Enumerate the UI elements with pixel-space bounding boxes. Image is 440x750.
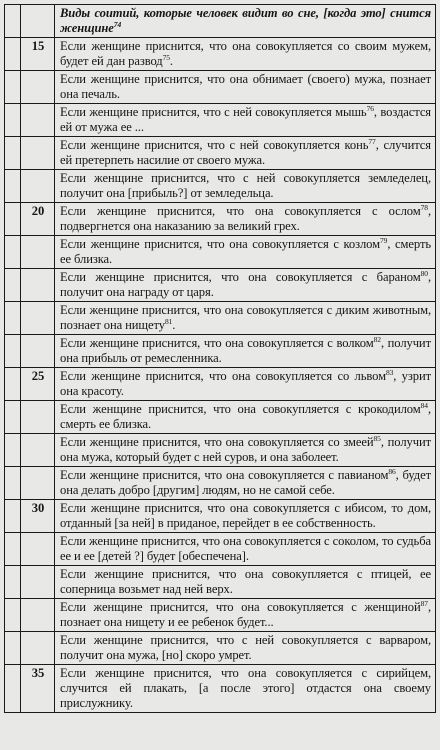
- row-number-cell: [21, 566, 55, 599]
- row-text-cell: [55, 533, 436, 566]
- row-text: , случится ей претерпеть насилие от своего мужа.: [60, 138, 431, 167]
- row-number-cell: 35: [21, 665, 55, 713]
- row-text: Если женщине приснится, что с ней совокупляется с варваром, получит она мужа, [но] скоро умрет.: [60, 633, 431, 662]
- margin-cell: [5, 632, 21, 665]
- margin-cell: [5, 137, 21, 170]
- row-text: , смерть ее близка.: [60, 402, 431, 431]
- table-row: [5, 566, 436, 599]
- header-cell: [55, 5, 436, 38]
- table-row: [5, 401, 436, 434]
- margin-cell: [5, 533, 21, 566]
- row-number-cell: [21, 302, 55, 335]
- row-text-cell: [55, 665, 436, 713]
- row-number-cell: [21, 467, 55, 500]
- row-text: .: [169, 54, 173, 68]
- table-row: [5, 335, 436, 368]
- row-text: Если женщине приснится, что с ней совокупляется земледелец, получит она [прибыль?] от земледельца.: [60, 171, 431, 200]
- margin-cell: [5, 236, 21, 269]
- row-number-cell: 20: [21, 203, 55, 236]
- margin-cell: [5, 5, 21, 38]
- row-text-cell: [55, 467, 436, 500]
- table-row: [5, 104, 436, 137]
- row-number-cell: [21, 71, 55, 104]
- margin-cell: [5, 599, 21, 632]
- table-row: [5, 434, 436, 467]
- footnote-mark: 75: [162, 52, 170, 62]
- row-text: Если женщине приснится, что с ней совокупляется конь: [60, 138, 369, 152]
- row-number-cell: [21, 335, 55, 368]
- row-text: Если женщине приснится, что она совокупляется со львом: [60, 369, 386, 383]
- row-number-cell: [21, 599, 55, 632]
- row-text-cell: [55, 236, 436, 269]
- row-text: , узрит она красоту.: [60, 369, 431, 398]
- row-number-cell: 30: [21, 500, 55, 533]
- footnote-mark: 77: [368, 136, 376, 146]
- row-text: Если женщине приснится, что она совокупляется со змеей: [60, 435, 374, 449]
- margin-cell: [5, 104, 21, 137]
- footnote-mark: 84: [420, 400, 428, 410]
- row-text: Если женщине приснится, что с ней совокупляется мышь: [60, 105, 367, 119]
- row-number-cell: [21, 236, 55, 269]
- margin-cell: [5, 368, 21, 401]
- footnote-mark: 80: [420, 268, 428, 278]
- footnote-mark: 82: [373, 334, 381, 344]
- footnote-mark: 85: [373, 433, 381, 443]
- row-text: Если женщине приснится, что она совокупляется с диким животным, познает она нищету: [60, 303, 431, 332]
- table-row: [5, 38, 436, 71]
- row-number-cell: [21, 434, 55, 467]
- margin-cell: [5, 467, 21, 500]
- footnote-mark: 79: [380, 235, 388, 245]
- row-text-cell: [55, 566, 436, 599]
- row-number-cell: 25: [21, 368, 55, 401]
- row-number-cell: [21, 170, 55, 203]
- row-number-cell: [21, 137, 55, 170]
- table-row: [5, 467, 436, 500]
- table-row: [5, 500, 436, 533]
- row-number-cell: [21, 5, 55, 38]
- row-text: Если женщине приснится, что она совокупляется со своим мужем, будет ей дан развод: [60, 39, 431, 68]
- row-text-cell: [55, 104, 436, 137]
- row-text: Если женщине приснится, что она совокупляется с волком: [60, 336, 374, 350]
- row-number-cell: [21, 632, 55, 665]
- table-row: [5, 137, 436, 170]
- row-text: .: [172, 318, 176, 332]
- table-row: [5, 533, 436, 566]
- row-text: , получит она мужа, который будет с ней суров, и она заболеет.: [60, 435, 431, 464]
- row-text: Если женщине приснится, что она совокупляется с сирийцем, случится ей плакать, [а после этого] отдастся она своему прислужнику.: [60, 666, 431, 710]
- row-text: Если женщине приснится, что она совокупляется с соколом, то судьба ее и ее [детей ?] будет [обеспечена].: [60, 534, 431, 563]
- row-text: , подвергнется она наказанию за великий грех.: [60, 204, 431, 233]
- margin-cell: [5, 434, 21, 467]
- margin-cell: [5, 71, 21, 104]
- row-text-cell: [55, 71, 436, 104]
- header-text: Виды соитий, которые человек видит во сне, [когда это] снится женщине: [60, 6, 431, 35]
- margin-cell: [5, 269, 21, 302]
- row-text-cell: [55, 401, 436, 434]
- table-row: [5, 632, 436, 665]
- row-text-cell: [55, 203, 436, 236]
- row-text-cell: [55, 137, 436, 170]
- margin-cell: [5, 170, 21, 203]
- row-text: Если женщине приснится, что она обнимает (своего) мужа, познает она печаль.: [60, 72, 431, 101]
- table-row: [5, 236, 436, 269]
- row-text: Если женщине приснится, что она совокупляется с птицей, ее соперница возьмет над ней верх.: [60, 567, 431, 596]
- margin-cell: [5, 203, 21, 236]
- row-number-cell: [21, 104, 55, 137]
- row-text-cell: [55, 38, 436, 71]
- row-text-cell: [55, 170, 436, 203]
- margin-cell: [5, 566, 21, 599]
- row-number-cell: 15: [21, 38, 55, 71]
- footnote-mark: 83: [385, 367, 394, 377]
- table-row: [5, 269, 436, 302]
- row-number-cell: [21, 533, 55, 566]
- footnote-mark: 76: [366, 103, 374, 113]
- row-text-cell: [55, 269, 436, 302]
- row-text: , смерть ее близка.: [60, 237, 431, 266]
- margin-cell: [5, 335, 21, 368]
- margin-cell: [5, 665, 21, 713]
- table-row: [5, 665, 436, 713]
- row-text: Если женщине приснится, что она совокупляется с козлом: [60, 237, 381, 251]
- row-text: , будет она делать добро [другим] людям, но не самой себе.: [60, 468, 431, 497]
- footnote-mark: 86: [388, 466, 396, 476]
- row-text-cell: [55, 302, 436, 335]
- margin-cell: [5, 500, 21, 533]
- table-row: [5, 599, 436, 632]
- row-text: , познает она нищету и ее ребенок будет...: [60, 600, 431, 629]
- row-number-cell: [21, 269, 55, 302]
- row-text-cell: [55, 434, 436, 467]
- row-text-cell: [55, 368, 436, 401]
- footnote-mark: 78: [420, 202, 428, 212]
- table-row: [5, 170, 436, 203]
- table-header-row: [5, 5, 436, 38]
- row-text: Если женщине приснится, что она совокупляется с женщиной: [60, 600, 421, 614]
- row-text: , получит она награду от царя.: [60, 270, 431, 299]
- row-text: Если женщине приснится, что она совокупляется с ослом: [60, 204, 421, 218]
- table-row: [5, 302, 436, 335]
- row-text-cell: [55, 335, 436, 368]
- row-text: Если женщине приснится, что она совокупляется с бараном: [60, 270, 421, 284]
- row-text-cell: [55, 632, 436, 665]
- row-number-cell: [21, 401, 55, 434]
- row-text-cell: [55, 500, 436, 533]
- row-text: , получит она прибыль от ремесленника.: [60, 336, 431, 365]
- margin-cell: [5, 302, 21, 335]
- table-row: [5, 71, 436, 104]
- row-text: Если женщине приснится, что она совокупляется с павианом: [60, 468, 389, 482]
- margin-cell: [5, 401, 21, 434]
- table-row: [5, 368, 436, 401]
- footnote-mark: 81: [164, 316, 173, 326]
- margin-cell: [5, 38, 21, 71]
- header-footnote-mark: 74: [113, 19, 122, 29]
- row-text: Если женщине приснится, что она совокупляется с ибисом, то дом, отданный [за ней] в приданое, перейдет в ее собственность.: [60, 501, 431, 530]
- row-text: , воздастся ей от мужа ее ...: [60, 105, 431, 134]
- footnote-mark: 87: [420, 598, 428, 608]
- row-text-cell: [55, 599, 436, 632]
- row-text: Если женщине приснится, что она совокупляется с крокодилом: [60, 402, 421, 416]
- table-row: [5, 203, 436, 236]
- dream-table: [4, 4, 436, 713]
